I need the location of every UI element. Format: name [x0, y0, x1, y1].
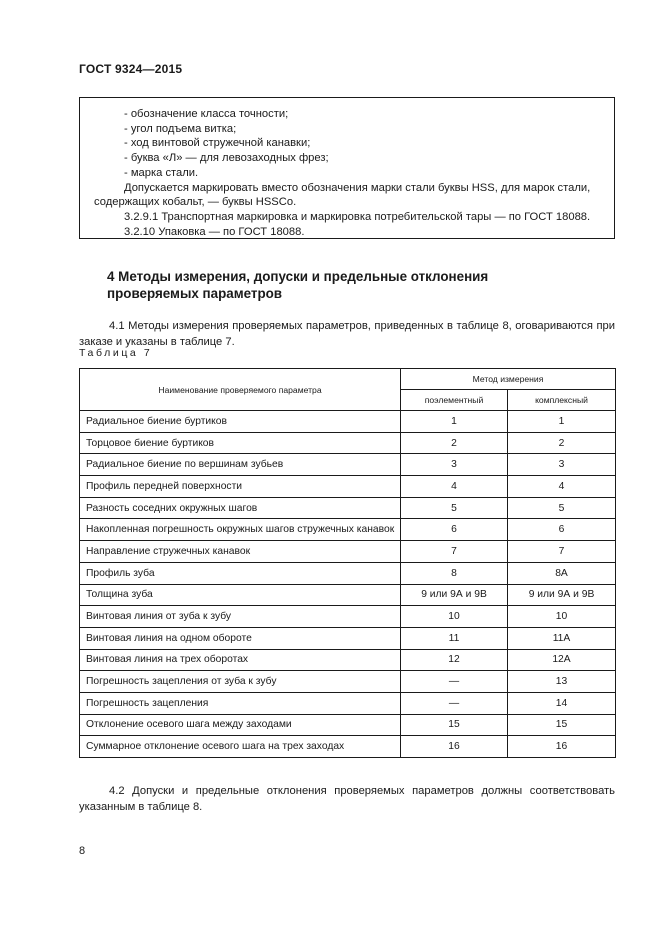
elementwise-method-cell: —	[401, 671, 508, 693]
parameter-name-cell: Накопленная погрешность окружных шагов стружечных канавок	[80, 519, 401, 541]
table-row	[80, 692, 616, 714]
elementwise-method-cell: 6	[401, 519, 508, 541]
boxed-text-line: Допускается маркировать вместо обозначения марки стали буквы HSS, для марок стали, содержащих кобальт, — буквы HSSCo.	[94, 181, 591, 209]
boxed-text-line: - ход винтовой стружечной канавки;	[124, 137, 311, 150]
table-row	[80, 562, 616, 584]
paragraph-4-2: 4.2 Допуски и предельные отклонения проверяемых параметров должны соответствовать указанным в таблице 8.	[79, 785, 615, 813]
complex-method-cell: 12А	[508, 649, 616, 671]
parameter-name-cell: Винтовая линия на одном обороте	[80, 627, 401, 649]
measurement-methods-table	[79, 368, 616, 758]
table-body	[80, 411, 616, 758]
paragraph-4-1: 4.1 Методы измерения проверяемых параметров, приведенных в таблице 8, оговариваются при заказе и указаны в таблице 7.	[79, 320, 615, 348]
table-row	[80, 714, 616, 736]
parameter-name-cell: Профиль передней поверхности	[80, 476, 401, 498]
complex-method-cell: 9 или 9А и 9В	[508, 584, 616, 606]
table-row	[80, 411, 616, 433]
column-header-parameter: Наименование проверяемого параметра	[80, 369, 401, 411]
parameter-name-cell: Погрешность зацепления	[80, 692, 401, 714]
elementwise-method-cell: 10	[401, 606, 508, 628]
elementwise-method-cell: 3	[401, 454, 508, 476]
parameter-name-cell: Толщина зуба	[80, 584, 401, 606]
table-row	[80, 627, 616, 649]
table-row	[80, 606, 616, 628]
table-row	[80, 541, 616, 563]
table-row	[80, 476, 616, 498]
complex-method-cell: 2	[508, 432, 616, 454]
parameter-name-cell: Направление стружечных канавок	[80, 541, 401, 563]
parameter-name-cell: Радиальное биение буртиков	[80, 411, 401, 433]
parameter-name-cell: Разность соседних окружных шагов	[80, 497, 401, 519]
complex-method-cell: 5	[508, 497, 616, 519]
table-caption: Таблица 7	[79, 347, 153, 359]
elementwise-method-cell: —	[401, 692, 508, 714]
table-row	[80, 497, 616, 519]
table-row	[80, 519, 616, 541]
elementwise-method-cell: 16	[401, 736, 508, 758]
document-header: ГОСТ 9324—2015	[79, 62, 183, 76]
complex-method-cell: 11А	[508, 627, 616, 649]
elementwise-method-cell: 4	[401, 476, 508, 498]
complex-method-cell: 13	[508, 671, 616, 693]
table-row	[80, 432, 616, 454]
boxed-text-line: - марка стали.	[124, 166, 199, 179]
complex-method-cell: 3	[508, 454, 616, 476]
elementwise-method-cell: 2	[401, 432, 508, 454]
parameter-name-cell: Отклонение осевого шага между заходами	[80, 714, 401, 736]
elementwise-method-cell: 11	[401, 627, 508, 649]
parameter-name-cell: Профиль зуба	[80, 562, 401, 584]
section-title	[107, 268, 567, 302]
column-header-method: Метод измерения	[401, 369, 616, 390]
complex-method-cell: 14	[508, 692, 616, 714]
column-header-elementwise: поэлементный	[401, 390, 508, 411]
elementwise-method-cell: 12	[401, 649, 508, 671]
complex-method-cell: 7	[508, 541, 616, 563]
parameter-name-cell: Радиальное биение по вершинам зубьев	[80, 454, 401, 476]
complex-method-cell: 6	[508, 519, 616, 541]
boxed-text-line: 3.2.10 Упаковка — по ГОСТ 18088.	[124, 225, 305, 238]
complex-method-cell: 15	[508, 714, 616, 736]
table-row	[80, 736, 616, 758]
boxed-text-line: - угол подъема витка;	[124, 122, 237, 135]
elementwise-method-cell: 5	[401, 497, 508, 519]
table-row	[80, 584, 616, 606]
parameter-name-cell: Торцовое биение буртиков	[80, 432, 401, 454]
parameter-name-cell: Винтовая линия от зуба к зубу	[80, 606, 401, 628]
complex-method-cell: 8А	[508, 562, 616, 584]
complex-method-cell: 1	[508, 411, 616, 433]
table-row	[80, 671, 616, 693]
elementwise-method-cell: 15	[401, 714, 508, 736]
boxed-text-block	[79, 97, 615, 239]
elementwise-method-cell: 7	[401, 541, 508, 563]
section-title-line-2: проверяемых параметров	[107, 286, 283, 301]
elementwise-method-cell: 1	[401, 411, 508, 433]
complex-method-cell: 10	[508, 606, 616, 628]
table-row	[80, 454, 616, 476]
complex-method-cell: 16	[508, 736, 616, 758]
section-title-line-1: 4 Методы измерения, допуски и предельные отклонения	[107, 269, 489, 284]
boxed-text-line: 3.2.9.1 Транспортная маркировка и маркировка потребительской тары — по ГОСТ 18088.	[124, 210, 591, 223]
parameter-name-cell: Винтовая линия на трех оборотах	[80, 649, 401, 671]
boxed-text-line: - обозначение класса точности;	[124, 108, 289, 120]
complex-method-cell: 4	[508, 476, 616, 498]
parameter-name-cell: Суммарное отклонение осевого шага на трех заходах	[80, 736, 401, 758]
parameter-name-cell: Погрешность зацепления от зуба к зубу	[80, 671, 401, 693]
page-number: 8	[79, 845, 86, 857]
boxed-text-line: - буква «Л» — для левозаходных фрез;	[124, 152, 329, 165]
elementwise-method-cell: 9 или 9А и 9В	[401, 584, 508, 606]
elementwise-method-cell: 8	[401, 562, 508, 584]
table-row	[80, 649, 616, 671]
column-header-complex: комплексный	[508, 390, 616, 411]
